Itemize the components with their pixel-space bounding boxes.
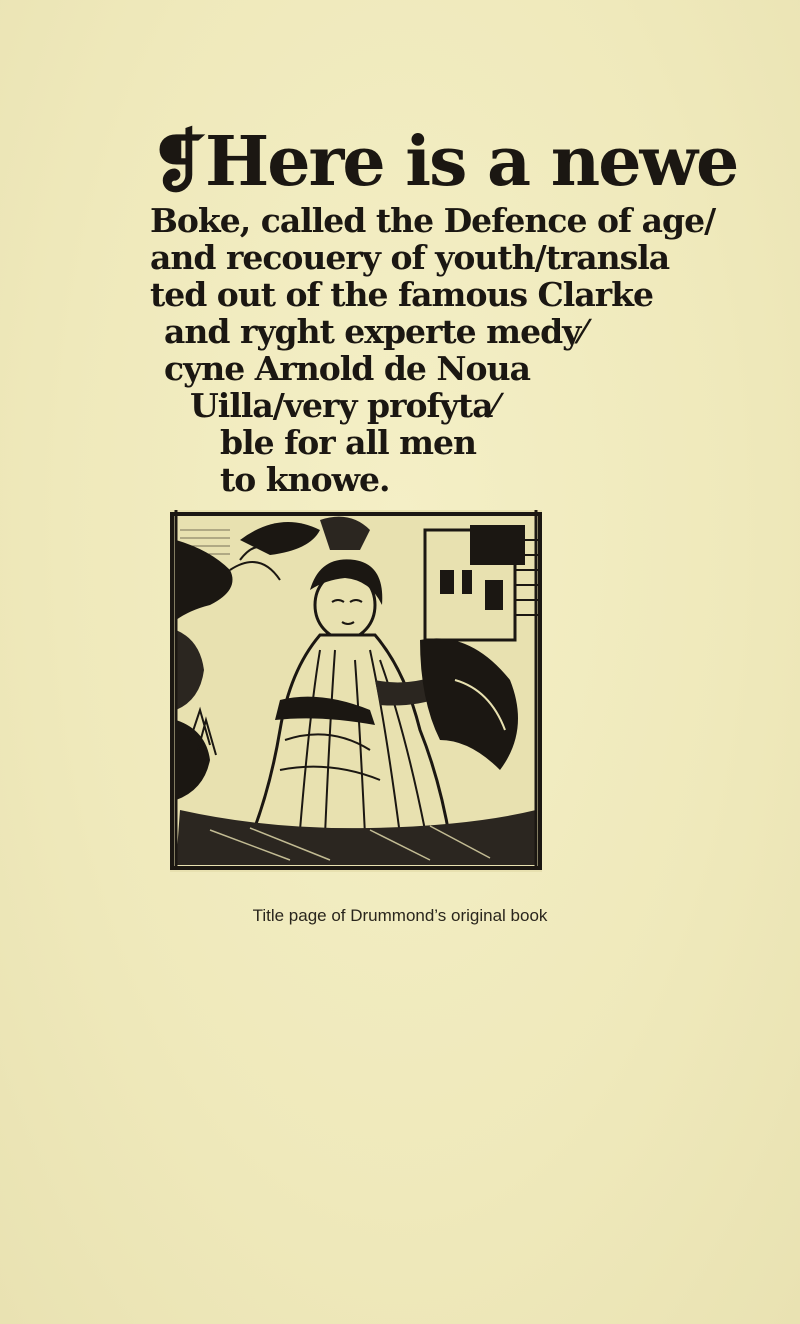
- title-block: [150, 122, 738, 499]
- title-line: to knowe.: [220, 460, 390, 499]
- image-caption: Title page of Drummond’s original book: [252, 906, 548, 925]
- woodcut-illustration-icon: [170, 510, 542, 872]
- title-line: and recouery of youth/transla: [150, 238, 670, 277]
- title-line: cyne Arnold de Noua: [164, 349, 530, 388]
- title-line: ble for all men: [220, 423, 477, 462]
- title-line: Uilla/very profyta⁄: [190, 386, 498, 425]
- title-line: Boke, called the Defence of age/: [150, 201, 716, 240]
- title-line: and ryght experte medy⁄: [164, 312, 585, 351]
- title-line: ted out of the famous Clarke: [150, 275, 653, 314]
- title-heading: ❡Here is a newe: [150, 122, 738, 202]
